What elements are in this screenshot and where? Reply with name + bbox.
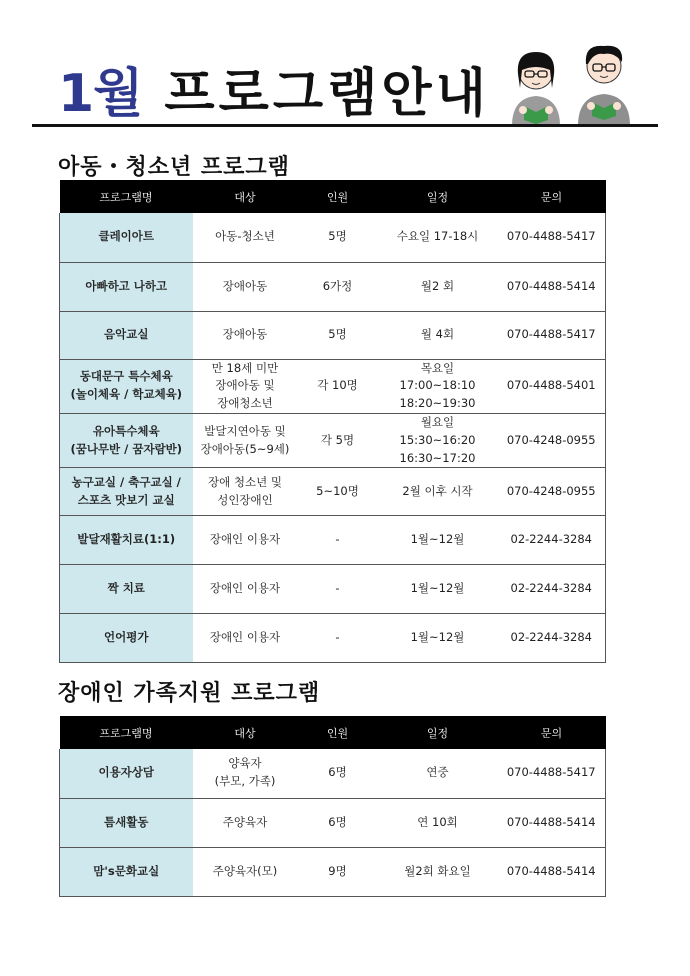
program-target: 장애인 이용자 (193, 516, 298, 565)
program-target: 주양육자 (193, 798, 298, 847)
col-header-count: 인원 (298, 180, 378, 213)
man-reading-icon (578, 46, 630, 126)
program-contact: 070-4248-0955 (498, 413, 606, 467)
program-contact: 070-4488-5417 (498, 311, 606, 359)
program-target: 장애아동 (193, 262, 298, 311)
program-schedule: 월2회 화요일 (378, 847, 498, 896)
program-count: 9명 (298, 847, 378, 896)
program-contact: 070-4488-5417 (498, 213, 606, 262)
program-name: 맘's문화교실 (60, 847, 193, 896)
program-name: 농구교실 / 축구교실 / 스포츠 맛보기 교실 (60, 468, 193, 516)
program-target: 장애 청소년 및 성인장애인 (193, 468, 298, 516)
program-target: 발달지연아동 및 장애아동(5~9세) (193, 413, 298, 467)
program-name: 아빠하고 나하고 (60, 262, 193, 311)
col-header-target: 대상 (193, 180, 298, 213)
youth-program-table (59, 180, 606, 663)
program-count: 6명 (298, 798, 378, 847)
program-count: 6명 (298, 749, 378, 798)
program-count: - (298, 516, 378, 565)
table-row (60, 311, 606, 359)
family-program-table (59, 716, 606, 897)
program-count: 5명 (298, 213, 378, 262)
program-count: 5~10명 (298, 468, 378, 516)
title-divider (32, 124, 658, 127)
program-schedule: 월요일 15:30~16:20 16:30~17:20 (378, 413, 498, 467)
program-target: 양육자 (부모, 가족) (193, 749, 298, 798)
program-contact: 070-4248-0955 (498, 468, 606, 516)
program-contact: 02-2244-3284 (498, 614, 606, 663)
program-target: 아동-청소년 (193, 213, 298, 262)
table-row (60, 614, 606, 663)
program-name: 짝 치료 (60, 565, 193, 614)
col-header-schedule: 일정 (378, 716, 498, 749)
program-schedule: 1월~12월 (378, 614, 498, 663)
program-name: 유아특수체육 (꿈나무반 / 꿈자람반) (60, 413, 193, 467)
table-row (60, 468, 606, 516)
reading-people-illustration (506, 40, 636, 126)
col-header-contact: 문의 (498, 716, 606, 749)
table-row (60, 213, 606, 262)
program-name: 이용자상담 (60, 749, 193, 798)
title-month: 1월 (58, 64, 143, 124)
table-row (60, 413, 606, 467)
col-header-name: 프로그램명 (60, 716, 193, 749)
col-header-target: 대상 (193, 716, 298, 749)
table-row (60, 798, 606, 847)
program-contact: 070-4488-5414 (498, 847, 606, 896)
program-target: 장애인 이용자 (193, 565, 298, 614)
program-target: 장애아동 (193, 311, 298, 359)
program-name: 언어평가 (60, 614, 193, 663)
col-header-count: 인원 (298, 716, 378, 749)
program-name: 틈새활동 (60, 798, 193, 847)
program-contact: 02-2244-3284 (498, 565, 606, 614)
program-schedule: 수요일 17-18시 (378, 213, 498, 262)
program-name: 음악교실 (60, 311, 193, 359)
program-count: 각 10명 (298, 359, 378, 413)
program-count: - (298, 565, 378, 614)
program-schedule: 연중 (378, 749, 498, 798)
program-name: 동대문구 특수체육 (놀이체육 / 학교체육) (60, 359, 193, 413)
table-header-row (60, 716, 606, 749)
table-row (60, 262, 606, 311)
table-row (60, 565, 606, 614)
col-header-schedule: 일정 (378, 180, 498, 213)
section-title-family: 장애인 가족지원 프로그램 (58, 681, 321, 706)
program-contact: 070-4488-5414 (498, 262, 606, 311)
program-name: 클레이아트 (60, 213, 193, 262)
program-schedule: 1월~12월 (378, 565, 498, 614)
section-title-youth: 아동・청소년 프로그램 (58, 155, 290, 180)
table-row (60, 516, 606, 565)
woman-reading-icon (512, 52, 560, 126)
program-name: 발달재활치료(1:1) (60, 516, 193, 565)
table-row (60, 359, 606, 413)
program-target: 장애인 이용자 (193, 614, 298, 663)
program-contact: 070-4488-5414 (498, 798, 606, 847)
table-row (60, 847, 606, 896)
program-count: 5명 (298, 311, 378, 359)
col-header-name: 프로그램명 (60, 180, 193, 213)
program-schedule: 연 10회 (378, 798, 498, 847)
program-count: 각 5명 (298, 413, 378, 467)
table-row (60, 749, 606, 798)
program-count: - (298, 614, 378, 663)
program-schedule: 월2 회 (378, 262, 498, 311)
program-count: 6가정 (298, 262, 378, 311)
program-contact: 070-4488-5417 (498, 749, 606, 798)
title-text: 프로그램안내 (164, 64, 490, 124)
col-header-contact: 문의 (498, 180, 606, 213)
program-schedule: 월 4회 (378, 311, 498, 359)
page-title (58, 50, 490, 124)
program-contact: 070-4488-5401 (498, 359, 606, 413)
program-schedule: 2월 이후 시작 (378, 468, 498, 516)
program-target: 만 18세 미만 장애아동 및 장애청소년 (193, 359, 298, 413)
program-target: 주양육자(모) (193, 847, 298, 896)
program-schedule: 목요일 17:00~18:10 18:20~19:30 (378, 359, 498, 413)
program-schedule: 1월~12월 (378, 516, 498, 565)
table-header-row (60, 180, 606, 213)
program-contact: 02-2244-3284 (498, 516, 606, 565)
